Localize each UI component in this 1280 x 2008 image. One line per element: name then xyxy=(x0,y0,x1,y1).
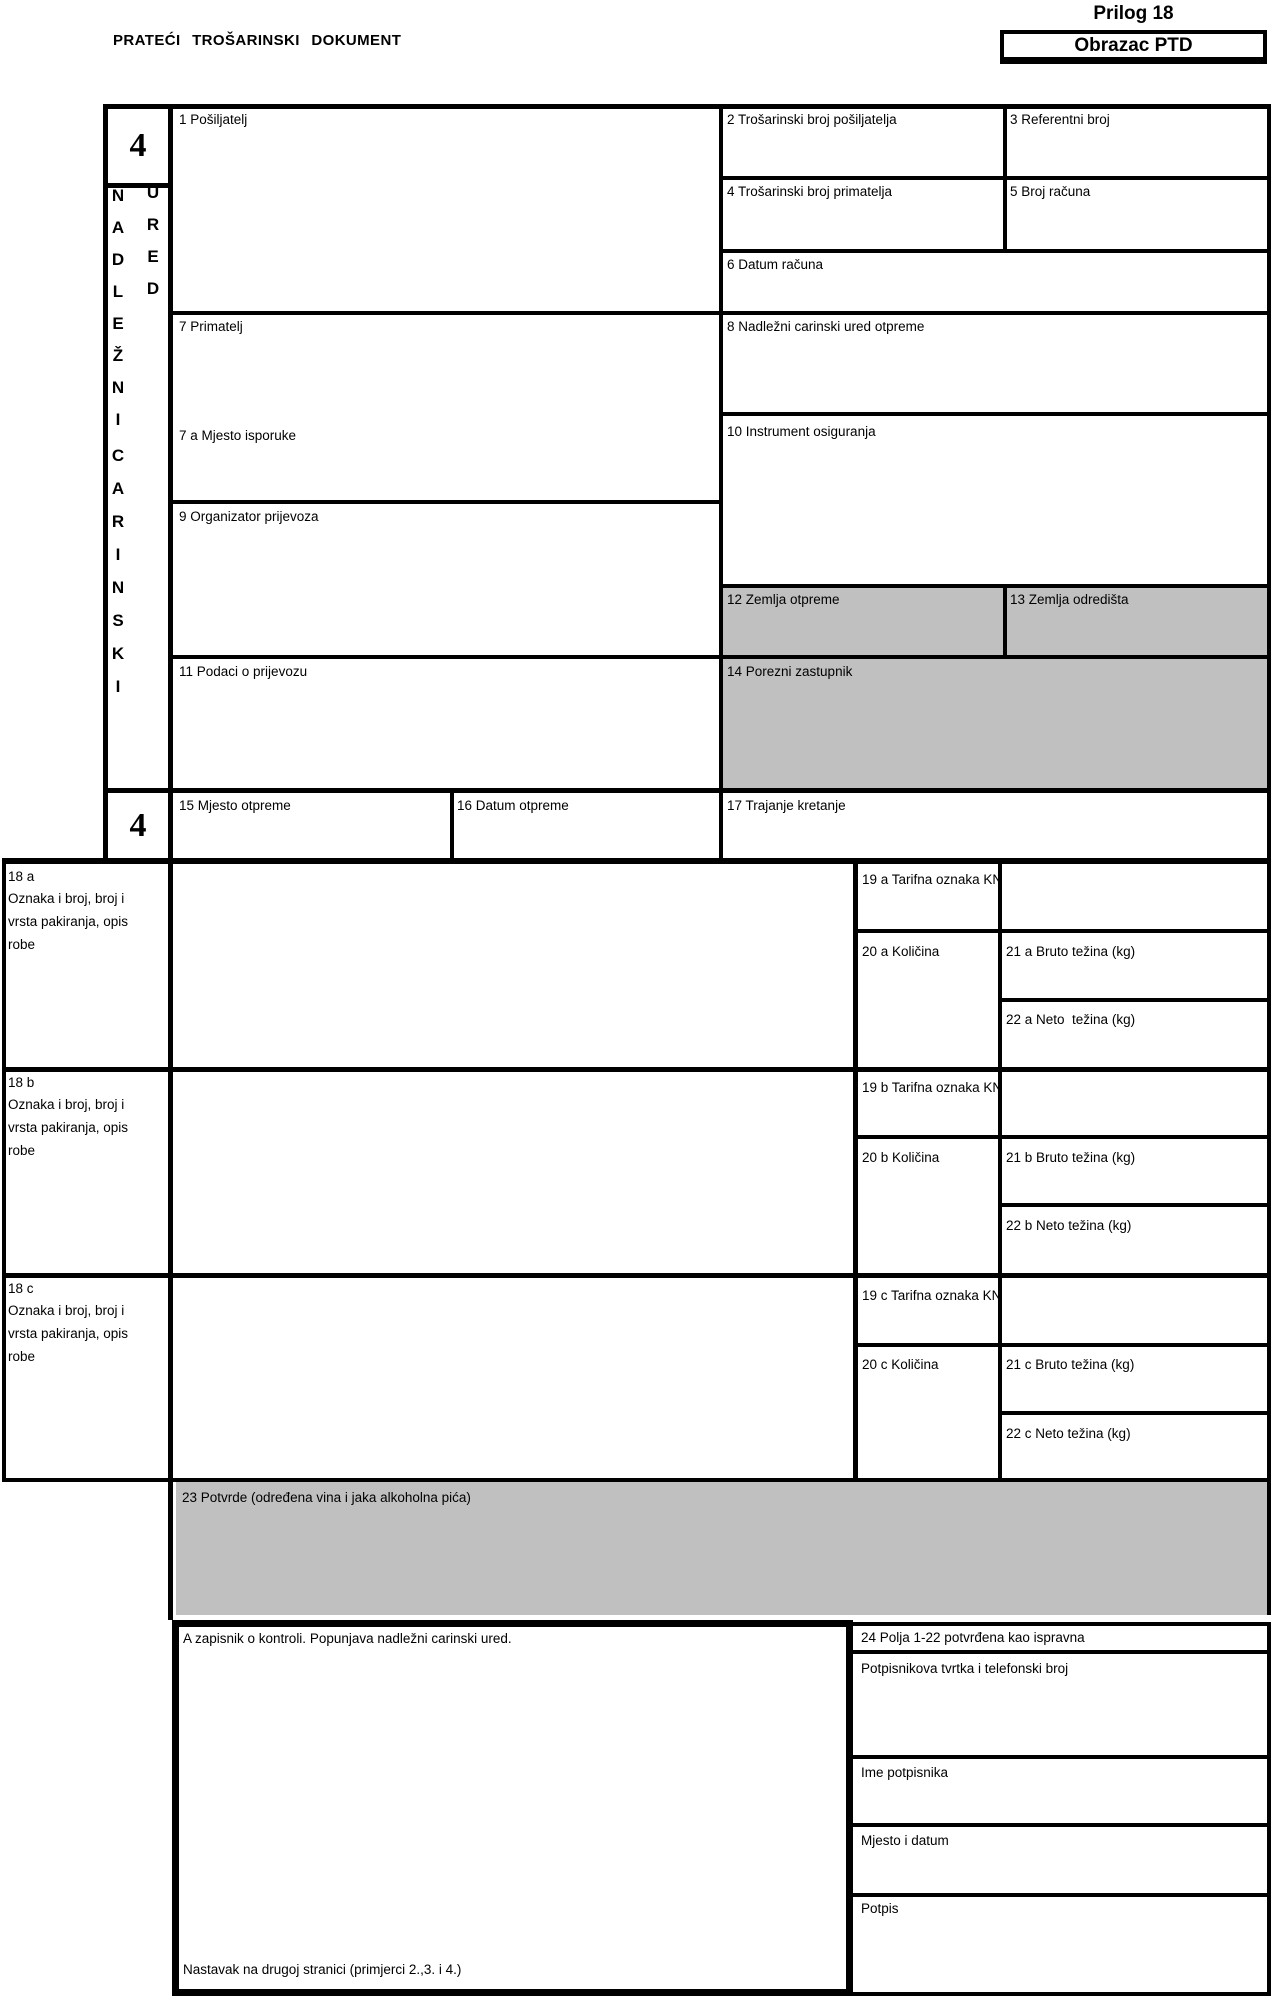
border-signature-bottom xyxy=(853,1992,1271,1996)
field6-label: 6 Datum računa xyxy=(727,257,824,272)
item-b-desc-line3: robe xyxy=(8,1143,36,1158)
copy-number-box-top xyxy=(103,104,173,188)
field20c-label: 20 c Količina xyxy=(862,1357,939,1372)
border-field10-bottom xyxy=(719,584,1271,588)
item-c-desc-line1: Oznaka i broj, broj i xyxy=(8,1303,125,1318)
field24-label: 24 Polja 1-22 potvrđena kao ispravna xyxy=(861,1630,1085,1645)
field7-label: 7 Primatelj xyxy=(179,319,243,334)
form-code-box xyxy=(1000,30,1267,64)
item-a-desc-line2: vrsta pakiranja, opis xyxy=(8,914,129,929)
item-b-desc-line1: Oznaka i broj, broj i xyxy=(8,1097,125,1112)
border-19a-bottom xyxy=(853,929,1271,933)
item-a-desc-line1: Oznaka i broj, broj i xyxy=(8,891,125,906)
field5-label: 5 Broj računa xyxy=(1010,184,1091,199)
control-record-label: A zapisnik o kontroli. Popunjava nadležni carinski ured. xyxy=(183,1631,512,1646)
border-row15-top xyxy=(103,788,1271,793)
border-item-a-bottom xyxy=(2,1067,1271,1072)
field16-label: 16 Datum otpreme xyxy=(457,798,569,813)
field21b-label: 21 b Bruto težina (kg) xyxy=(1006,1150,1136,1165)
item-b-desc-line2: vrsta pakiranja, opis xyxy=(8,1120,129,1135)
signature-label: Potpis xyxy=(861,1901,899,1916)
border-19b-bottom xyxy=(853,1135,1271,1139)
border-goods-left xyxy=(2,858,6,1482)
field22c-label: 22 c Neto težina (kg) xyxy=(1006,1426,1131,1441)
item-b-id: 18 b xyxy=(8,1075,35,1090)
border-19c-bottom xyxy=(853,1343,1271,1347)
field17-label: 17 Trajanje kretanje xyxy=(727,798,846,813)
border-field23-left xyxy=(168,1482,173,1620)
field9-label: 9 Organizator prijevoza xyxy=(179,509,319,524)
border-confirmation-right xyxy=(1267,1622,1271,1996)
border-divider-12-13 xyxy=(1003,584,1007,659)
border-goods-section-top xyxy=(2,858,1271,864)
copy-number-top: 4 xyxy=(129,127,147,164)
field15-label: 15 Mjesto otpreme xyxy=(179,798,291,813)
border-name-bottom xyxy=(853,1823,1271,1827)
border-field7a-bottom xyxy=(173,500,723,504)
border-row1-6-bottom xyxy=(172,311,1271,315)
border-item-b-bottom xyxy=(2,1273,1271,1278)
field19b-label: 19 b Tarifna oznaka KN xyxy=(862,1080,1003,1095)
vertical-word-ured: U R E D xyxy=(146,183,160,298)
field21a-label: 21 a Bruto težina (kg) xyxy=(1006,944,1136,959)
vertical-word-carinski: C A R I N S K I xyxy=(111,446,125,696)
item-c-id: 18 c xyxy=(8,1281,34,1296)
border-top xyxy=(103,104,1271,109)
border-21b-22b-divider xyxy=(998,1203,1271,1207)
border-field9-14-divider xyxy=(173,655,1271,659)
field7a-label: 7 a Mjesto isporuke xyxy=(179,428,297,443)
signer-name-label: Ime potpisnika xyxy=(861,1765,949,1780)
signer-company-label: Potpisnikova tvrtka i telefonski broj xyxy=(861,1661,1069,1676)
border-tariff-column-left xyxy=(853,864,858,1478)
field4-label: 4 Trošarinski broj primatelja xyxy=(727,184,893,199)
field22b-label: 22 b Neto težina (kg) xyxy=(1006,1218,1132,1233)
copy-number-bottom: 4 xyxy=(129,806,147,844)
continuation-note: Nastavak na drugoj stranici (primjerci 2.,3. i 4.) xyxy=(183,1962,462,1977)
field19c-label: 19 c Tarifna oznaka KN xyxy=(862,1288,1002,1303)
field14-label: 14 Porezni zastupnik xyxy=(727,664,853,679)
field11-label: 11 Podaci o prijevozu xyxy=(179,664,308,679)
field13-label: 13 Zemlja odredišta xyxy=(1010,592,1129,607)
field12-label: 12 Zemlja otpreme xyxy=(727,592,840,607)
border-left-column-inner xyxy=(168,104,173,864)
border-row4-5-bottom xyxy=(719,249,1271,253)
field20b-label: 20 b Količina xyxy=(862,1150,940,1165)
border-divider-15-16 xyxy=(450,788,454,863)
item-a-desc-line3: robe xyxy=(8,937,36,952)
border-item-c-bottom xyxy=(2,1478,1271,1482)
border-divider-2-3 xyxy=(1003,104,1007,253)
border-company-bottom xyxy=(853,1755,1271,1759)
item-c-desc-line2: vrsta pakiranja, opis xyxy=(8,1326,129,1341)
item-c-desc-line3: robe xyxy=(8,1349,36,1364)
field21c-label: 21 c Bruto težina (kg) xyxy=(1006,1357,1135,1372)
control-record-box xyxy=(172,1620,853,1996)
place-date-label: Mjesto i datum xyxy=(861,1833,949,1848)
border-24-top xyxy=(853,1622,1271,1626)
item-a-id: 18 a xyxy=(8,869,35,884)
field23-label: 23 Potvrde (određena vina i jaka alkoholna pića) xyxy=(182,1490,471,1505)
field2-label: 2 Trošarinski broj pošiljatelja xyxy=(727,112,897,127)
field8-label: 8 Nadležni carinski ured otpreme xyxy=(727,319,925,334)
annex-label: Prilog 18 xyxy=(1093,3,1174,24)
border-placedate-bottom xyxy=(853,1893,1271,1897)
field1-label: 1 Pošiljatelj xyxy=(179,112,248,127)
form-code-label: Obrazac PTD xyxy=(1074,34,1193,56)
field22a-label: 22 a Neto težina (kg) xyxy=(1006,1012,1136,1027)
field10-label: 10 Instrument osiguranja xyxy=(727,424,876,439)
border-21a-22a-divider xyxy=(998,998,1271,1002)
border-main-vertical-divider xyxy=(719,104,723,858)
border-divider-20-21 xyxy=(998,864,1002,1478)
field19a-label: 19 a Tarifna oznaka KN xyxy=(862,872,1003,887)
border-21c-22c-divider xyxy=(998,1411,1271,1415)
copy-number-box-bottom xyxy=(103,788,173,863)
border-goods-labelcol-right xyxy=(168,864,173,1482)
border-row2-3-bottom xyxy=(719,176,1271,180)
field3-label: 3 Referentni broj xyxy=(1010,112,1110,127)
page-title: PRATEĆI TROŠARINSKI DOKUMENT xyxy=(113,32,402,49)
border-24-bottom xyxy=(853,1650,1271,1654)
border-field8-bottom xyxy=(719,412,1271,416)
border-field23-right xyxy=(1267,1482,1271,1615)
field20a-label: 20 a Količina xyxy=(862,944,940,959)
vertical-word-nadlezni: N A D L E Ž N I xyxy=(111,186,125,429)
